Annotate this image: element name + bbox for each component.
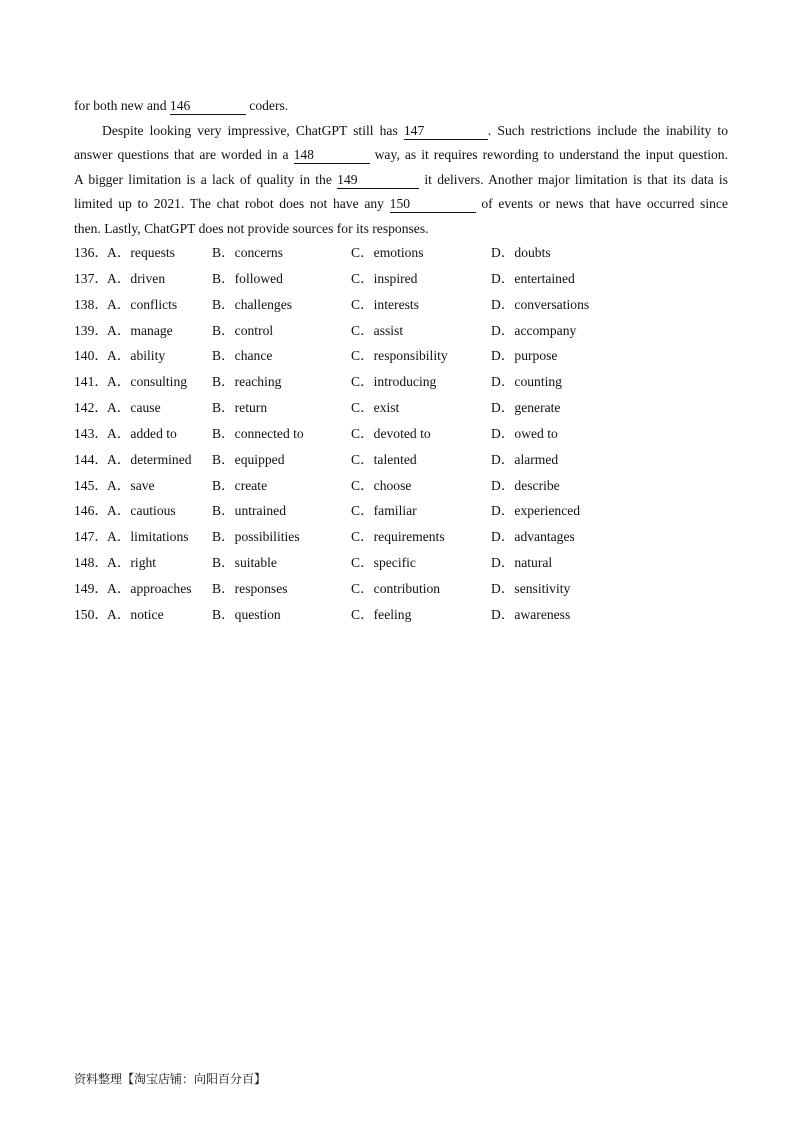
option-b: B．chance xyxy=(212,348,273,364)
question-row xyxy=(74,421,734,447)
option-d: D．counting xyxy=(491,374,562,390)
option-c: C．introducing xyxy=(351,374,437,390)
option-d: D．conversations xyxy=(491,296,590,312)
passage-text: for both new and xyxy=(74,98,170,113)
question-number: 147． xyxy=(74,529,108,545)
option-d: D．entertained xyxy=(491,270,575,286)
option-d: D．generate xyxy=(491,400,561,416)
question-row xyxy=(74,498,734,524)
question-row xyxy=(74,318,734,344)
passage-text: way, as it requires rewording to understand the input question. xyxy=(369,147,728,163)
option-b: B．followed xyxy=(212,270,283,286)
option-c: C．contribution xyxy=(351,580,441,596)
question-row xyxy=(74,447,734,473)
question-number: 138． xyxy=(74,296,108,312)
question-row xyxy=(74,602,734,628)
option-b: B．question xyxy=(212,606,281,622)
option-c: C．familiar xyxy=(351,503,417,519)
option-b: B．return xyxy=(212,400,268,416)
question-row xyxy=(74,292,734,318)
question-row xyxy=(74,576,734,602)
question-row xyxy=(74,266,734,292)
footer-source-note: 资料整理【淘宝店铺：向阳百分百】 xyxy=(74,1072,267,1086)
option-a: A．conflicts xyxy=(107,296,178,312)
option-c: C．requirements xyxy=(351,529,445,545)
option-d: D．experienced xyxy=(491,503,581,519)
question-row xyxy=(74,395,734,421)
option-a: A．ability xyxy=(107,348,166,364)
passage-text: it delivers. Another major limitation is that its data is xyxy=(419,171,728,187)
question-number: 142． xyxy=(74,400,108,416)
option-d: D．accompany xyxy=(491,322,577,338)
option-a: A．manage xyxy=(107,322,173,338)
option-b: B．reaching xyxy=(212,374,282,390)
passage-text: coders. xyxy=(245,98,289,113)
passage-line xyxy=(74,94,728,119)
option-d: D．natural xyxy=(491,555,553,571)
question-number: 146． xyxy=(74,503,108,519)
option-b: B．equipped xyxy=(212,451,285,467)
option-d: D．alarmed xyxy=(491,451,559,467)
question-row xyxy=(74,343,734,369)
option-b: B．possibilities xyxy=(212,529,300,545)
blank-149: 149 xyxy=(337,171,419,189)
option-b: B．suitable xyxy=(212,555,277,571)
option-a: A．save xyxy=(107,477,155,493)
passage-text: A bigger limitation is a lack of quality in the xyxy=(74,171,338,187)
passage-line xyxy=(74,168,728,193)
passage-text: . Such restrictions include the inability to xyxy=(487,122,728,138)
question-number: 139． xyxy=(74,322,108,338)
passage-text: of events or news that have occurred since xyxy=(475,196,728,212)
option-a: A．requests xyxy=(107,245,175,260)
passage-line xyxy=(74,143,728,168)
option-b: B．connected to xyxy=(212,425,304,441)
question-row xyxy=(74,369,734,395)
option-c: C．feeling xyxy=(351,606,412,622)
blank-148: 148 xyxy=(294,146,370,164)
option-a: A．right xyxy=(107,555,157,571)
option-a: A．consulting xyxy=(107,374,188,390)
option-a: A．determined xyxy=(107,451,192,467)
question-number: 136． xyxy=(74,245,108,260)
blank-150: 150 xyxy=(390,195,476,213)
passage xyxy=(74,94,728,242)
option-d: D．describe xyxy=(491,477,560,493)
passage-text: answer questions that are worded in a xyxy=(74,147,294,163)
option-b: B．responses xyxy=(212,580,288,596)
option-b: B．control xyxy=(212,322,274,338)
option-d: D．sensitivity xyxy=(491,580,571,596)
option-c: C．devoted to xyxy=(351,425,431,441)
option-a: A．added to xyxy=(107,425,177,441)
passage-text: limited up to 2021. The chat robot does not have any xyxy=(74,196,390,212)
option-d: D．awareness xyxy=(491,606,571,622)
question-row xyxy=(74,524,734,550)
option-a: A．notice xyxy=(107,606,164,622)
option-c: C．emotions xyxy=(351,245,424,260)
option-c: C．talented xyxy=(351,451,417,467)
question-list xyxy=(74,240,734,628)
option-b: B．create xyxy=(212,477,268,493)
question-number: 149． xyxy=(74,580,108,596)
question-number: 148． xyxy=(74,555,108,571)
option-b: B．challenges xyxy=(212,296,293,312)
option-d: D．owed to xyxy=(491,425,558,441)
option-c: C．responsibility xyxy=(351,348,448,364)
option-a: A．approaches xyxy=(107,580,192,596)
passage-line xyxy=(74,119,728,144)
option-c: C．inspired xyxy=(351,270,418,286)
question-row xyxy=(74,240,734,266)
question-row xyxy=(74,550,734,576)
passage-text: Despite looking very impressive, ChatGPT still has xyxy=(102,122,404,138)
option-d: D．doubts xyxy=(491,245,551,260)
passage-line xyxy=(74,192,728,217)
question-number: 141． xyxy=(74,374,108,390)
blank-146: 146 xyxy=(170,97,246,115)
option-c: C．assist xyxy=(351,322,404,338)
option-d: D．advantages xyxy=(491,529,575,545)
option-d: D．purpose xyxy=(491,348,558,364)
question-number: 137． xyxy=(74,270,108,286)
blank-147: 147 xyxy=(404,122,488,140)
question-number: 150． xyxy=(74,606,108,622)
question-number: 145． xyxy=(74,477,108,493)
option-a: A．driven xyxy=(107,270,166,286)
option-a: A．limitations xyxy=(107,529,189,545)
option-c: C．exist xyxy=(351,400,400,416)
option-c: C．choose xyxy=(351,477,412,493)
option-c: C．interests xyxy=(351,296,419,312)
option-a: A．cause xyxy=(107,400,161,416)
option-b: B．untrained xyxy=(212,503,286,519)
passage-text: then. Lastly, ChatGPT does not provide sources for its responses. xyxy=(74,220,429,236)
passage-line xyxy=(74,217,728,242)
question-number: 144． xyxy=(74,451,108,467)
question-number: 143． xyxy=(74,425,108,441)
option-c: C．specific xyxy=(351,555,416,571)
question-row xyxy=(74,473,734,499)
question-number: 140． xyxy=(74,348,108,364)
option-b: B．concerns xyxy=(212,245,283,260)
option-a: A．cautious xyxy=(107,503,176,519)
